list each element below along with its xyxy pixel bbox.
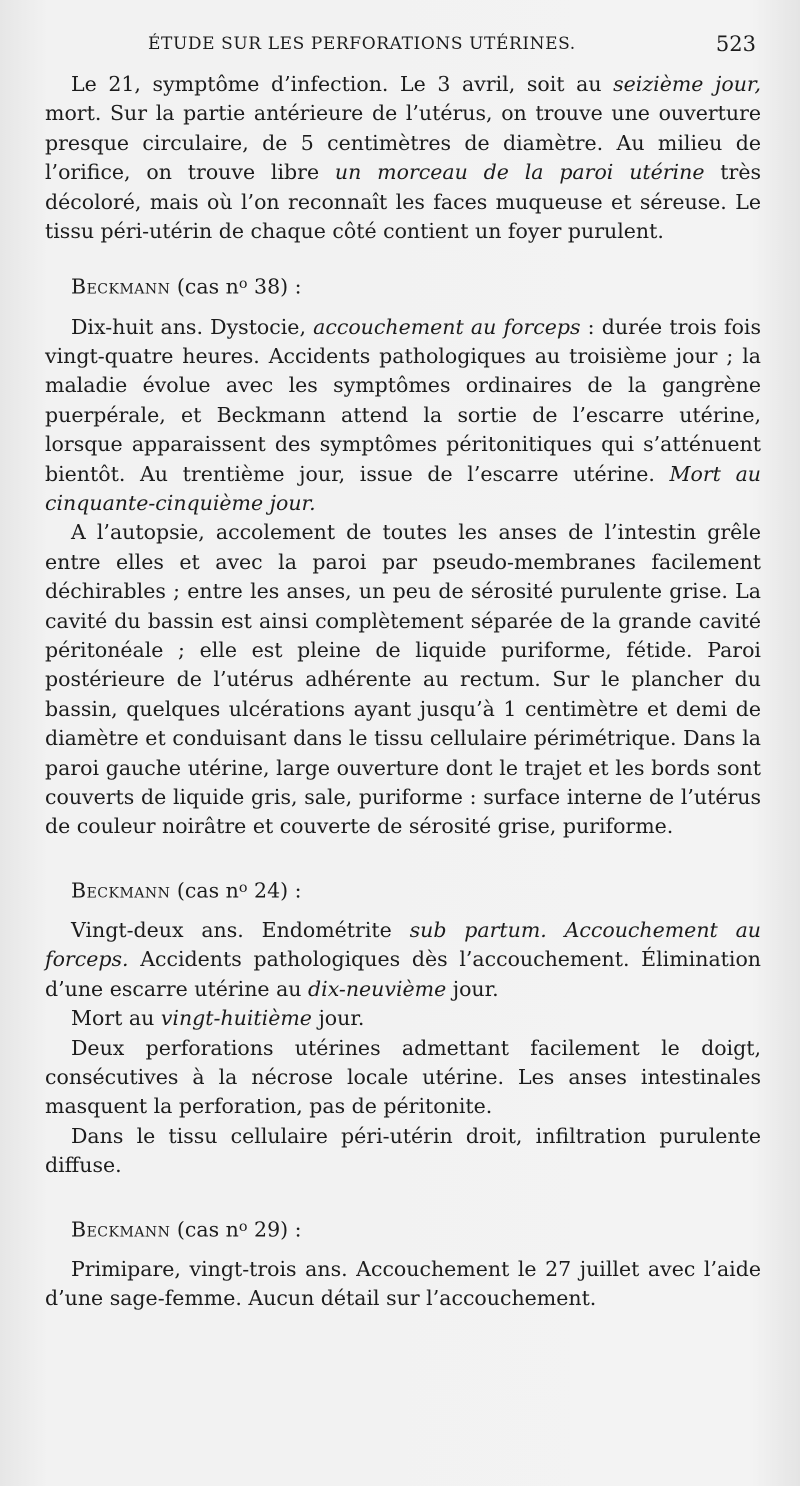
author-name: Beckmann [71,878,171,903]
italic-run: sub partum. Accouchement au forceps. [45,918,761,972]
case-label: (cas n [170,878,239,903]
text-run: : durée trois fois vingt-quatre heures. Accidents pathologiques au troisième jour ; la maladie évolue avec les symptômes ordinaires de la gangrène puerpérale, et Beckmann attend la sortie de l’escarre utérine, lorsque apparaissent des symptômes péritonitiques qui s’atténuent bientôt. Au trentième jour, issue de l’escarre utérine. [45,314,762,486]
superscript: o [238,1218,248,1235]
page-body [45,70,761,1314]
text-run: Vingt-deux ans. Endométrite [71,918,410,943]
text-run: jour. [446,976,499,1001]
running-title: ÉTUDE SUR LES PERFORATIONS UTÉRINES. [148,34,576,54]
text-run: jour. [311,1006,365,1031]
case-label: 29) : [247,1217,302,1242]
case-label: (cas n [170,275,239,300]
case-label: 38) : [247,275,302,300]
case-24-paragraph-3: Deux perforations utérines admettant facilement le doigt, consécutives à la nécrose locale utérine. Les anses intestinales masquent la perforation, pas de péritonite. [45,1035,761,1119]
case-label: 24) : [247,878,302,903]
case-heading-29 [45,1213,761,1245]
text-run: Accidents pathologiques dès l’accouchement. Élimination d’une escarre utérine au [45,947,761,1001]
text-run: mort. Sur la partie antérieure de l’utérus, on trouve une ouverture presque circulaire, de 5 centimètres de diamètre. Au milieu de l’orifice, on trouve libre [45,101,761,185]
italic-run: vingt-huitième [160,1006,312,1031]
text-run: très décoloré, mais où l’on reconnaît les faces muqueuse et séreuse. Le tissu péri-utérin de chaque côté contient un foyer purulent. [45,160,761,244]
paragraph-continued [45,70,761,246]
case-heading-38 [45,270,761,302]
superscript: o [238,879,248,896]
case-24-paragraph-2 [45,1004,761,1033]
text-run: Mort au [71,1006,161,1031]
italic-run: seizième jour, [613,72,761,96]
case-24-paragraph-1 [45,916,761,1004]
page-header [0,30,800,66]
author-name: Beckmann [71,1217,171,1242]
italic-run: Mort au cinquante-cinquième jour. [45,461,761,516]
page-number: 523 [715,32,756,56]
case-heading-24 [45,874,761,906]
case-label: (cas n [170,1217,239,1242]
text-run: Dix-huit ans. Dystocie, [71,314,314,339]
text-run: Le 21, symptôme d’infection. Le 3 avril, soit au [71,72,614,96]
author-name: Beckmann [71,275,171,300]
case-38-paragraph-2: A l’autopsie, accolement de toutes les anses de l’intestin grêle entre elles et avec la paroi par pseudo-membranes facilement déchirables ; entre les anses, un peu de sérosité purulente grise. La cavité du bassin est ainsi complètement séparée de la grande cavité péritonéale ; elle est pleine de liquide puriforme, fétide. Paroi postérieure de l’utérus adhérente au rectum. Sur le plancher du bassin, quelques ulcérations ayant jusqu’à 1 centimètre et demi de diamètre et conduisant dans le tissu cellulaire périmétrique. Dans la paroi gauche utérine, large ouverture dont le trajet et les bords sont couverts de liquide gris, sale, puriforme : surface interne de l’utérus de couleur noirâtre et couverte de sérosité grise, puriforme. [45,520,761,839]
superscript: o [238,276,248,293]
italic-run: dix-neuvième [308,976,447,1001]
case-38-paragraph-1 [45,313,761,519]
italic-run: un morceau de la paroi utérine [334,160,705,185]
italic-run: accouchement au forceps [313,314,581,339]
case-24-paragraph-4: Dans le tissu cellulaire péri-utérin droit, infiltration purulente diffuse. [45,1123,761,1178]
case-29-paragraph-1: Primipare, vingt-trois ans. Accouchement le 27 juillet avec l’aide d’une sage-femme. Aucun détail sur l’accouchement. [45,1256,761,1311]
